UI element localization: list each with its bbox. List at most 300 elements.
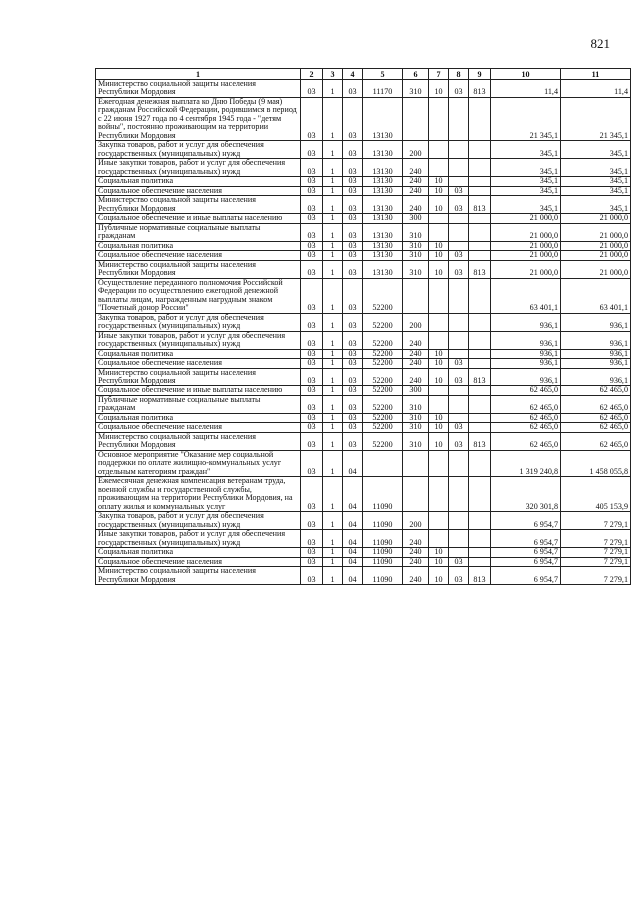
target-code-cell: 52200 [363, 349, 403, 358]
amount-year1-cell: 6 954,7 [491, 557, 561, 566]
subprogram-code-cell: 03 [343, 278, 363, 313]
ministry-code-cell [469, 450, 491, 476]
program-code-cell: 1 [323, 278, 343, 313]
section-code-cell: 03 [301, 97, 323, 140]
section-cell [429, 278, 449, 313]
expense-type-cell: 240 [403, 177, 429, 186]
amount-year1-cell: 345,1 [491, 186, 561, 195]
section-cell [429, 159, 449, 177]
expense-type-cell: 310 [403, 223, 429, 241]
section-cell: 10 [429, 177, 449, 186]
table-row [96, 349, 631, 358]
expense-type-cell: 200 [403, 512, 429, 530]
target-code-cell [363, 450, 403, 476]
target-code-cell: 11170 [363, 80, 403, 98]
expense-type-cell [403, 450, 429, 476]
section-cell [429, 313, 449, 331]
ministry-code-cell: 813 [469, 432, 491, 450]
section-code-cell: 03 [301, 477, 323, 512]
expense-type-cell: 240 [403, 368, 429, 386]
target-code-cell: 11090 [363, 557, 403, 566]
section-cell: 10 [429, 359, 449, 368]
ministry-code-cell [469, 241, 491, 250]
section-cell: 10 [429, 557, 449, 566]
table-row [96, 313, 631, 331]
amount-year2-cell: 62 465,0 [561, 432, 631, 450]
table-row [96, 159, 631, 177]
amount-year2-cell: 405 153,9 [561, 477, 631, 512]
table-row [96, 567, 631, 585]
subsection-cell [449, 450, 469, 476]
program-code-cell: 1 [323, 413, 343, 422]
row-name-cell: Иные закупки товаров, работ и услуг для обеспечения государственных (муниципальных) нужд [96, 530, 301, 548]
program-code-cell: 1 [323, 141, 343, 159]
subprogram-code-cell: 04 [343, 512, 363, 530]
section-code-cell: 03 [301, 251, 323, 260]
section-cell: 10 [429, 413, 449, 422]
ministry-code-cell [469, 313, 491, 331]
subsection-cell [449, 512, 469, 530]
section-code-cell: 03 [301, 349, 323, 358]
row-name-cell: Иные закупки товаров, работ и услуг для обеспечения государственных (муниципальных) нужд [96, 331, 301, 349]
section-code-cell: 03 [301, 241, 323, 250]
ministry-code-cell [469, 278, 491, 313]
section-code-cell: 03 [301, 530, 323, 548]
table-row [96, 331, 631, 349]
expense-type-cell: 310 [403, 432, 429, 450]
expense-type-cell: 240 [403, 567, 429, 585]
amount-year1-cell: 21 000,0 [491, 260, 561, 278]
table-row [96, 186, 631, 195]
section-cell: 10 [429, 260, 449, 278]
target-code-cell: 13130 [363, 214, 403, 223]
section-cell: 10 [429, 80, 449, 98]
ministry-code-cell [469, 349, 491, 358]
ministry-code-cell [469, 251, 491, 260]
row-name-cell: Министерство социальной защиты населения Республики Мордовия [96, 567, 301, 585]
amount-year2-cell: 21 000,0 [561, 223, 631, 241]
section-cell [429, 331, 449, 349]
row-name-cell: Социальное обеспечение и иные выплаты населению [96, 386, 301, 395]
subprogram-code-cell: 03 [343, 186, 363, 195]
expense-type-cell: 300 [403, 386, 429, 395]
ministry-code-cell [469, 530, 491, 548]
subsection-cell [449, 223, 469, 241]
expense-type-cell: 310 [403, 413, 429, 422]
ministry-code-cell [469, 512, 491, 530]
subsection-cell: 03 [449, 368, 469, 386]
expense-type-cell: 240 [403, 557, 429, 566]
ministry-code-cell: 813 [469, 368, 491, 386]
amount-year1-cell: 936,1 [491, 331, 561, 349]
amount-year2-cell: 62 465,0 [561, 386, 631, 395]
amount-year2-cell: 7 279,1 [561, 548, 631, 557]
subsection-cell: 03 [449, 557, 469, 566]
amount-year1-cell: 62 465,0 [491, 423, 561, 432]
program-code-cell: 1 [323, 260, 343, 278]
subsection-cell: 03 [449, 260, 469, 278]
section-code-cell: 03 [301, 80, 323, 98]
program-code-cell: 1 [323, 186, 343, 195]
subsection-cell [449, 278, 469, 313]
expense-type-cell: 240 [403, 359, 429, 368]
subsection-cell: 03 [449, 80, 469, 98]
subsection-cell [449, 395, 469, 413]
column-header: 8 [449, 69, 469, 80]
target-code-cell: 13130 [363, 260, 403, 278]
table-row [96, 260, 631, 278]
subprogram-code-cell: 03 [343, 331, 363, 349]
subprogram-code-cell: 03 [343, 260, 363, 278]
expense-type-cell [403, 477, 429, 512]
column-header: 2 [301, 69, 323, 80]
subprogram-code-cell: 03 [343, 313, 363, 331]
target-code-cell: 52200 [363, 395, 403, 413]
target-code-cell: 52200 [363, 423, 403, 432]
target-code-cell: 13130 [363, 251, 403, 260]
row-name-cell: Социальная политика [96, 413, 301, 422]
ministry-code-cell: 813 [469, 260, 491, 278]
section-cell: 10 [429, 251, 449, 260]
target-code-cell: 13130 [363, 186, 403, 195]
target-code-cell: 52200 [363, 278, 403, 313]
table-header-row [96, 69, 631, 80]
amount-year1-cell: 21 000,0 [491, 223, 561, 241]
expense-type-cell: 310 [403, 423, 429, 432]
row-name-cell: Основное мероприятие "Оказание мер социальной поддержки по оплате жилищно-коммунальных услуг отдельным категориям граждан" [96, 450, 301, 476]
amount-year1-cell: 6 954,7 [491, 567, 561, 585]
target-code-cell: 13130 [363, 159, 403, 177]
amount-year2-cell: 63 401,1 [561, 278, 631, 313]
row-name-cell: Министерство социальной защиты населения Республики Мордовия [96, 368, 301, 386]
section-code-cell: 03 [301, 159, 323, 177]
subsection-cell: 03 [449, 567, 469, 585]
amount-year2-cell: 1 458 055,8 [561, 450, 631, 476]
section-cell: 10 [429, 368, 449, 386]
amount-year1-cell: 345,1 [491, 177, 561, 186]
amount-year2-cell: 345,1 [561, 159, 631, 177]
row-name-cell: Социальное обеспечение населения [96, 186, 301, 195]
amount-year1-cell: 62 465,0 [491, 395, 561, 413]
target-code-cell: 52200 [363, 413, 403, 422]
ministry-code-cell [469, 395, 491, 413]
target-code-cell: 52200 [363, 331, 403, 349]
amount-year1-cell: 6 954,7 [491, 530, 561, 548]
expense-type-cell: 310 [403, 80, 429, 98]
row-name-cell: Социальная политика [96, 177, 301, 186]
subsection-cell [449, 530, 469, 548]
table-row [96, 359, 631, 368]
table-row [96, 395, 631, 413]
section-code-cell: 03 [301, 313, 323, 331]
column-header: 1 [96, 69, 301, 80]
amount-year2-cell: 7 279,1 [561, 530, 631, 548]
program-code-cell: 1 [323, 477, 343, 512]
target-code-cell: 13130 [363, 141, 403, 159]
ministry-code-cell: 813 [469, 80, 491, 98]
target-code-cell: 11090 [363, 512, 403, 530]
program-code-cell: 1 [323, 450, 343, 476]
subsection-cell [449, 413, 469, 422]
subprogram-code-cell: 03 [343, 80, 363, 98]
section-cell: 10 [429, 241, 449, 250]
target-code-cell: 11090 [363, 567, 403, 585]
row-name-cell: Министерство социальной защиты населения Республики Мордовия [96, 432, 301, 450]
section-cell [429, 214, 449, 223]
expense-type-cell: 200 [403, 313, 429, 331]
subsection-cell [449, 548, 469, 557]
amount-year1-cell: 320 301,8 [491, 477, 561, 512]
row-name-cell: Министерство социальной защиты населения Республики Мордовия [96, 80, 301, 98]
subprogram-code-cell: 03 [343, 241, 363, 250]
column-header: 9 [469, 69, 491, 80]
ministry-code-cell [469, 557, 491, 566]
table-row [96, 97, 631, 140]
section-cell: 10 [429, 196, 449, 214]
table-row [96, 557, 631, 566]
section-code-cell: 03 [301, 432, 323, 450]
amount-year1-cell: 21 000,0 [491, 214, 561, 223]
amount-year2-cell: 21 345,1 [561, 97, 631, 140]
subprogram-code-cell: 04 [343, 548, 363, 557]
row-name-cell: Закупка товаров, работ и услуг для обеспечения государственных (муниципальных) нужд [96, 512, 301, 530]
section-cell [429, 223, 449, 241]
row-name-cell: Социальное обеспечение населения [96, 557, 301, 566]
program-code-cell: 1 [323, 251, 343, 260]
section-cell [429, 477, 449, 512]
page-number: 821 [590, 36, 610, 51]
section-code-cell: 03 [301, 141, 323, 159]
target-code-cell: 13130 [363, 241, 403, 250]
amount-year2-cell: 936,1 [561, 331, 631, 349]
column-header: 11 [561, 69, 631, 80]
row-name-cell: Социальное обеспечение населения [96, 251, 301, 260]
amount-year1-cell: 21 000,0 [491, 241, 561, 250]
row-name-cell: Иные закупки товаров, работ и услуг для обеспечения государственных (муниципальных) нужд [96, 159, 301, 177]
subsection-cell: 03 [449, 423, 469, 432]
amount-year2-cell: 345,1 [561, 141, 631, 159]
amount-year1-cell: 936,1 [491, 359, 561, 368]
expense-type-cell: 240 [403, 331, 429, 349]
section-code-cell: 03 [301, 368, 323, 386]
target-code-cell: 13130 [363, 223, 403, 241]
subprogram-code-cell: 03 [343, 196, 363, 214]
column-header: 3 [323, 69, 343, 80]
section-code-cell: 03 [301, 386, 323, 395]
amount-year2-cell: 21 000,0 [561, 260, 631, 278]
amount-year1-cell: 21 345,1 [491, 97, 561, 140]
table-row [96, 450, 631, 476]
program-code-cell: 1 [323, 349, 343, 358]
subsection-cell [449, 349, 469, 358]
subsection-cell: 03 [449, 359, 469, 368]
table-row [96, 214, 631, 223]
program-code-cell: 1 [323, 512, 343, 530]
amount-year1-cell: 936,1 [491, 368, 561, 386]
expense-type-cell: 240 [403, 349, 429, 358]
ministry-code-cell [469, 386, 491, 395]
program-code-cell: 1 [323, 567, 343, 585]
row-name-cell: Закупка товаров, работ и услуг для обеспечения государственных (муниципальных) нужд [96, 141, 301, 159]
program-code-cell: 1 [323, 423, 343, 432]
subprogram-code-cell: 03 [343, 141, 363, 159]
subsection-cell: 03 [449, 432, 469, 450]
amount-year2-cell: 7 279,1 [561, 512, 631, 530]
subprogram-code-cell: 03 [343, 413, 363, 422]
subprogram-code-cell: 03 [343, 423, 363, 432]
target-code-cell: 11090 [363, 530, 403, 548]
program-code-cell: 1 [323, 368, 343, 386]
amount-year2-cell: 936,1 [561, 359, 631, 368]
amount-year2-cell: 21 000,0 [561, 251, 631, 260]
subsection-cell [449, 331, 469, 349]
expense-type-cell: 200 [403, 141, 429, 159]
table-row [96, 177, 631, 186]
expense-type-cell: 240 [403, 196, 429, 214]
subprogram-code-cell: 04 [343, 477, 363, 512]
section-cell [429, 386, 449, 395]
program-code-cell: 1 [323, 386, 343, 395]
ministry-code-cell [469, 214, 491, 223]
subsection-cell: 03 [449, 196, 469, 214]
budget-table [95, 68, 631, 585]
row-name-cell: Социальное обеспечение населения [96, 359, 301, 368]
program-code-cell: 1 [323, 432, 343, 450]
row-name-cell: Осуществление переданного полномочия Российской Федерации по осуществлению ежегодной денежной выплаты лицам, награжденным нагрудным знаком "Почетный донор России" [96, 278, 301, 313]
expense-type-cell: 310 [403, 251, 429, 260]
section-code-cell: 03 [301, 413, 323, 422]
expense-type-cell: 240 [403, 186, 429, 195]
program-code-cell: 1 [323, 313, 343, 331]
subprogram-code-cell: 03 [343, 359, 363, 368]
program-code-cell: 1 [323, 214, 343, 223]
section-cell [429, 395, 449, 413]
row-name-cell: Социальное обеспечение населения [96, 423, 301, 432]
amount-year1-cell: 6 954,7 [491, 548, 561, 557]
amount-year1-cell: 6 954,7 [491, 512, 561, 530]
program-code-cell: 1 [323, 395, 343, 413]
table-row [96, 530, 631, 548]
target-code-cell: 52200 [363, 368, 403, 386]
section-code-cell: 03 [301, 278, 323, 313]
amount-year1-cell: 11,4 [491, 80, 561, 98]
section-code-cell: 03 [301, 450, 323, 476]
subprogram-code-cell: 03 [343, 223, 363, 241]
target-code-cell: 13130 [363, 97, 403, 140]
amount-year2-cell: 62 465,0 [561, 395, 631, 413]
table-row [96, 413, 631, 422]
program-code-cell: 1 [323, 80, 343, 98]
program-code-cell: 1 [323, 557, 343, 566]
amount-year1-cell: 62 465,0 [491, 432, 561, 450]
section-code-cell: 03 [301, 359, 323, 368]
target-code-cell: 52200 [363, 386, 403, 395]
subsection-cell [449, 177, 469, 186]
row-name-cell: Публичные нормативные социальные выплаты гражданам [96, 223, 301, 241]
program-code-cell: 1 [323, 97, 343, 140]
section-cell: 10 [429, 432, 449, 450]
target-code-cell: 52200 [363, 359, 403, 368]
section-code-cell: 03 [301, 557, 323, 566]
target-code-cell: 13130 [363, 196, 403, 214]
subprogram-code-cell: 03 [343, 214, 363, 223]
ministry-code-cell: 813 [469, 196, 491, 214]
table-row [96, 223, 631, 241]
subprogram-code-cell: 03 [343, 97, 363, 140]
row-name-cell: Социальная политика [96, 349, 301, 358]
program-code-cell: 1 [323, 159, 343, 177]
column-header: 4 [343, 69, 363, 80]
ministry-code-cell [469, 359, 491, 368]
amount-year2-cell: 21 000,0 [561, 214, 631, 223]
amount-year2-cell: 7 279,1 [561, 567, 631, 585]
table-row [96, 196, 631, 214]
section-cell [429, 141, 449, 159]
subsection-cell: 03 [449, 186, 469, 195]
ministry-code-cell [469, 141, 491, 159]
section-code-cell: 03 [301, 196, 323, 214]
subsection-cell [449, 313, 469, 331]
amount-year1-cell: 62 465,0 [491, 413, 561, 422]
amount-year2-cell: 936,1 [561, 313, 631, 331]
row-name-cell: Ежемесячная денежная компенсация ветеранам труда, военной службы и государственной службы, проживающим на территории Республики Мордовия, на оплату жилья и коммунальных услуг [96, 477, 301, 512]
subprogram-code-cell: 03 [343, 386, 363, 395]
subsection-cell [449, 241, 469, 250]
amount-year2-cell: 936,1 [561, 368, 631, 386]
amount-year1-cell: 936,1 [491, 349, 561, 358]
subprogram-code-cell: 03 [343, 349, 363, 358]
row-name-cell: Социальная политика [96, 241, 301, 250]
amount-year2-cell: 7 279,1 [561, 557, 631, 566]
section-cell [429, 530, 449, 548]
subprogram-code-cell: 03 [343, 432, 363, 450]
subprogram-code-cell: 04 [343, 530, 363, 548]
section-code-cell: 03 [301, 331, 323, 349]
section-code-cell: 03 [301, 548, 323, 557]
subprogram-code-cell: 03 [343, 368, 363, 386]
amount-year1-cell: 62 465,0 [491, 386, 561, 395]
section-code-cell: 03 [301, 260, 323, 278]
ministry-code-cell [469, 413, 491, 422]
program-code-cell: 1 [323, 177, 343, 186]
ministry-code-cell [469, 177, 491, 186]
subsection-cell [449, 477, 469, 512]
ministry-code-cell [469, 97, 491, 140]
section-cell: 10 [429, 349, 449, 358]
section-code-cell: 03 [301, 423, 323, 432]
section-cell: 10 [429, 548, 449, 557]
table-row [96, 548, 631, 557]
subsection-cell: 03 [449, 251, 469, 260]
expense-type-cell: 310 [403, 395, 429, 413]
column-header: 10 [491, 69, 561, 80]
amount-year2-cell: 62 465,0 [561, 413, 631, 422]
section-cell [429, 450, 449, 476]
subprogram-code-cell: 04 [343, 557, 363, 566]
section-cell: 10 [429, 423, 449, 432]
amount-year1-cell: 345,1 [491, 141, 561, 159]
subprogram-code-cell: 03 [343, 395, 363, 413]
expense-type-cell: 310 [403, 260, 429, 278]
amount-year2-cell: 62 465,0 [561, 423, 631, 432]
subprogram-code-cell: 04 [343, 450, 363, 476]
program-code-cell: 1 [323, 331, 343, 349]
section-code-cell: 03 [301, 512, 323, 530]
section-cell [429, 512, 449, 530]
expense-type-cell: 240 [403, 548, 429, 557]
program-code-cell: 1 [323, 196, 343, 214]
row-name-cell: Министерство социальной защиты населения Республики Мордовия [96, 260, 301, 278]
